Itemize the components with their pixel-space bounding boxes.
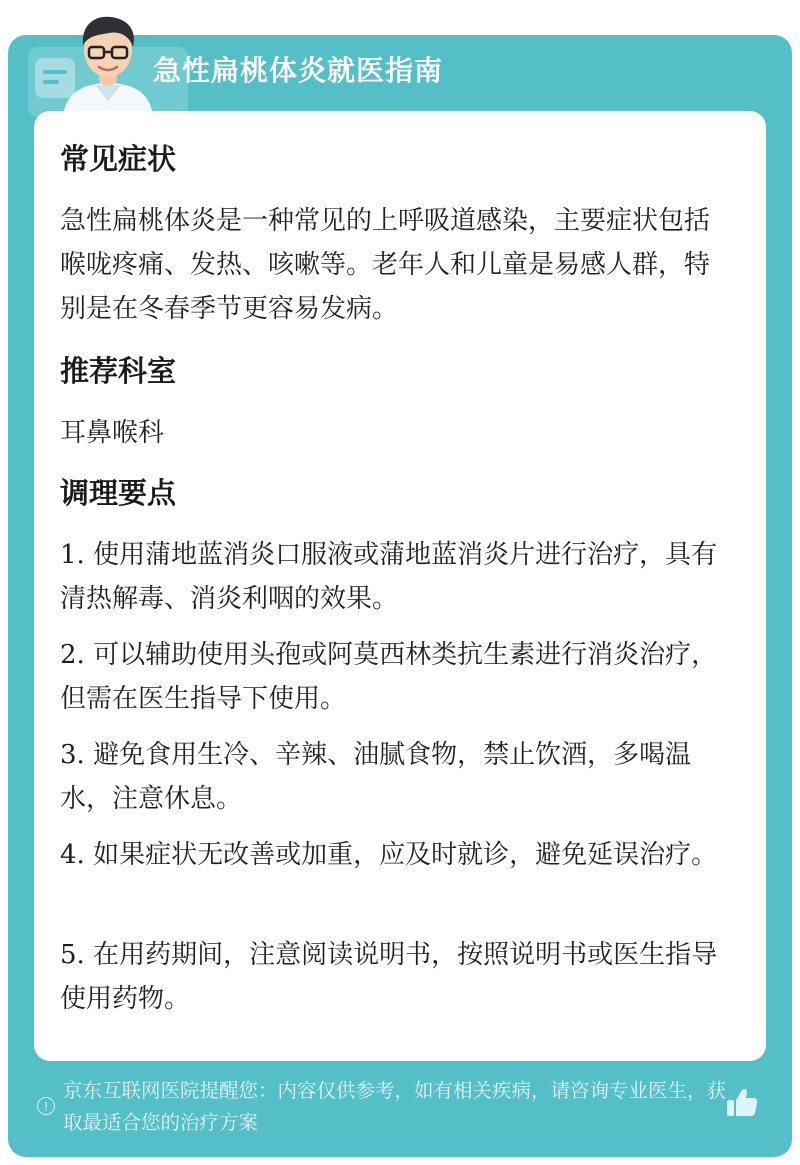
- care-item-text: 如果症状无改善或加重，应及时就诊，避免延误治疗。: [93, 840, 718, 870]
- info-icon: !: [37, 1097, 55, 1115]
- care-item: [60, 833, 730, 877]
- thumbs-up-icon[interactable]: [724, 1085, 760, 1121]
- care-item: [60, 933, 730, 1021]
- care-item: [60, 533, 730, 621]
- care-item-number: 2.: [60, 640, 85, 670]
- content-card: [34, 111, 766, 1061]
- footer-notice: 京东互联网医院提醒您：内容仅供参考，如有相关疾病，请咨询专业医生，获取最适合您的治疗方案: [63, 1079, 727, 1134]
- symptoms-text: 急性扁桃体炎是一种常见的上呼吸道感染，主要症状包括喉咙疼痛、发热、咳嗽等。老年人和儿童是易感人群，特别是在冬春季节更容易发病。: [60, 206, 711, 324]
- care-heading: 调理要点: [60, 476, 177, 510]
- care-item-number: 3.: [60, 740, 85, 770]
- care-item-number: 4.: [60, 840, 85, 870]
- care-item-text: 避免食用生冷、辛辣、油腻食物，禁止饮酒，多喝温水，注意休息。: [60, 740, 692, 814]
- guide-frame: [8, 35, 792, 1157]
- care-item-text: 使用蒲地蓝消炎口服液或蒲地蓝消炎片进行治疗，具有清热解毒、消炎利咽的效果。: [60, 540, 718, 614]
- care-item-number: 1.: [60, 540, 85, 570]
- care-item: [60, 733, 730, 821]
- department-heading: 推荐科室: [60, 354, 177, 388]
- care-item-number: 5.: [60, 940, 85, 970]
- care-item: [60, 633, 730, 721]
- care-item-text: 在用药期间，注意阅读说明书，按照说明书或医生指导使用药物。: [60, 940, 718, 1014]
- care-item-text: 可以辅助使用头孢或阿莫西林类抗生素进行消炎治疗，但需在医生指导下使用。: [60, 640, 718, 714]
- doctor-avatar-icon: [53, 5, 163, 117]
- department-text: 耳鼻喉科: [60, 418, 165, 448]
- page-title: 急性扁桃体炎就医指南: [153, 54, 444, 87]
- symptoms-heading: 常见症状: [60, 142, 177, 176]
